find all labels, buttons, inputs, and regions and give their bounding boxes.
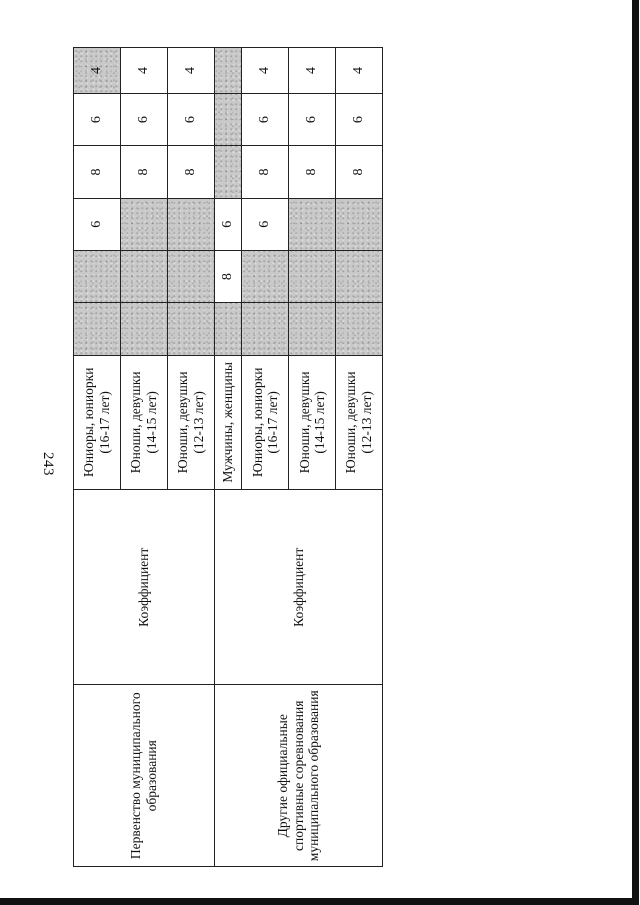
value-cell: 8 [214,250,241,302]
value-cell: 6 [74,198,121,250]
shaded-value-cell [214,93,241,145]
table-row [214,48,241,867]
shaded-value-cell [120,250,167,302]
shaded-value-cell [289,198,336,250]
unit-cell: Коэффициент [74,490,215,685]
value-cell: 6 [242,93,289,145]
value-cell: 8 [167,146,214,198]
value-cell: 6 [120,93,167,145]
unit-cell: Коэффициент [214,490,382,685]
shaded-value-cell [336,303,383,355]
age-group-cell: Юноши, девушки (14-15 лет) [120,355,167,490]
competition-cell: Другие официальные спортивные соревнования муниципального образования [214,685,382,867]
shaded-value-cell [74,303,121,355]
value-cell: 4 [242,48,289,94]
value-cell: 8 [336,146,383,198]
value-cell: 8 [120,146,167,198]
shaded-value-cell [214,48,241,94]
shaded-value-cell: 4 [74,48,121,94]
value-cell: 6 [289,93,336,145]
value-cell: 8 [74,146,121,198]
shaded-value-cell [214,146,241,198]
shaded-value-cell [289,303,336,355]
value-cell: 6 [214,198,241,250]
shaded-value-cell [167,303,214,355]
value-cell: 6 [242,198,289,250]
shaded-value-cell [167,198,214,250]
shaded-value-cell [242,250,289,302]
age-group-cell: Юниоры, юниорки (16-17 лет) [242,355,289,490]
shaded-value-cell [167,250,214,302]
shaded-value-cell [336,198,383,250]
shaded-value-cell [74,250,121,302]
table-body [74,48,383,867]
coefficients-table [73,47,383,867]
shaded-value-cell [120,303,167,355]
age-group-cell: Юниоры, юниорки (16-17 лет) [74,355,121,490]
value-cell: 4 [289,48,336,94]
value-cell: 8 [289,146,336,198]
shaded-value-cell [242,303,289,355]
shaded-value-cell [120,198,167,250]
age-group-cell: Юноши, девушки (12-13 лет) [336,355,383,490]
age-group-cell: Мужчины, женщины [214,355,241,490]
page-number: 243 [40,452,56,476]
shaded-value-cell [214,303,241,355]
age-group-cell: Юноши, девушки (12-13 лет) [167,355,214,490]
shaded-value-cell [336,250,383,302]
competition-cell: Первенство муниципального образования [74,685,215,867]
value-cell: 8 [242,146,289,198]
value-cell: 4 [336,48,383,94]
shaded-value-cell [289,250,336,302]
value-cell: 4 [120,48,167,94]
value-cell: 4 [167,48,214,94]
age-group-cell: Юноши, девушки (14-15 лет) [289,355,336,490]
value-cell: 6 [336,93,383,145]
table-row [74,48,121,867]
rotated-table-container [73,47,383,867]
value-cell: 6 [74,93,121,145]
value-cell: 6 [167,93,214,145]
